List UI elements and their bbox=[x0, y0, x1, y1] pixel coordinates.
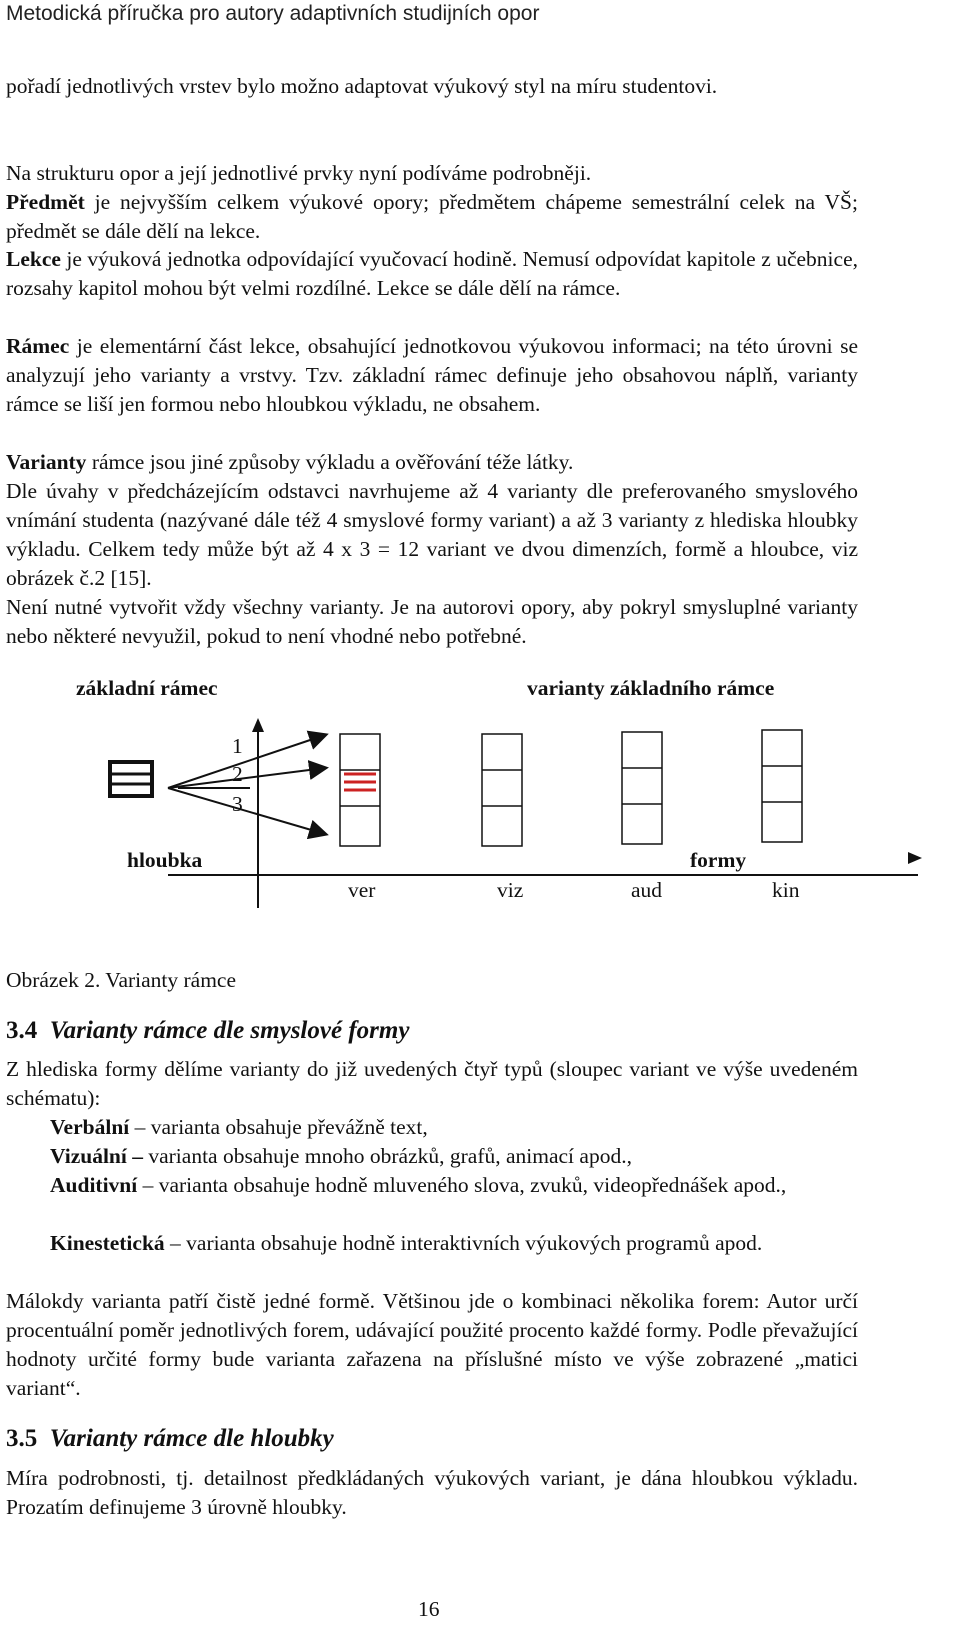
paragraph-subject bbox=[6, 188, 858, 246]
depth-arrow-2 bbox=[168, 768, 325, 788]
figure-caption: Obrázek 2. Varianty rámce bbox=[6, 968, 237, 992]
label-frame-variants: varianty základního rámce bbox=[527, 676, 775, 700]
variant-column-ver bbox=[340, 734, 380, 846]
frame-definition: je elementární část lekce, obsahující jednotkovou výukovou informaci; na této úrovni se analyzují jeho varianty a vrstvy. Tzv. základní rámec definuje jeho obsahovou náplň, varianty rámce se liší jen formou nebo hloubkou výkladu, ne obsahem. bbox=[6, 334, 858, 416]
paragraph-variant-count: Dle úvahy v předcházejícím odstavci navrhujeme až 4 varianty dle preferovaného smyslového vnímání studenta (nazývané dále též 4 smyslové formy variant) a až 3 varianty z hlediska hloubky výkladu. Celkem tedy může být až 4 x 3 = 12 variant ve dvou dimenzích, formě a hloubce, viz obrázek č.2 [15]. bbox=[6, 479, 858, 590]
section-number: 3.5 bbox=[6, 1425, 38, 1452]
form-description: – varianta obsahuje převážně text, bbox=[129, 1115, 428, 1139]
form-description: – varianta obsahuje hodně interaktivních výukových programů apod. bbox=[164, 1231, 763, 1255]
form-term: Auditivní bbox=[50, 1173, 138, 1197]
section-3-4-intro: Z hlediska formy dělíme varianty do již uvedených čtyř typů (sloupec variant ve výše uvedeném schématu): bbox=[6, 1057, 858, 1110]
paragraph-lesson bbox=[6, 245, 858, 303]
section-3-5-text: Míra podrobnosti, tj. detailnost předkládaných výukových variant, je dána hloubkou výkladu. Prozatím definujeme 3 úrovně hloubky. bbox=[6, 1466, 858, 1519]
depth-arrow-1 bbox=[168, 735, 325, 788]
depth-level-3: 3 bbox=[232, 792, 243, 816]
section-3-4-outro: Málokdy varianta patří čistě jedné formě. Většinou jde o kombinaci několika forem: Autor určí procentuální poměr jednotlivých forem, udávající použité procento každé formy. Podle převažující hodnoty určité formy bude varianta zařazena na příslušné místo ve výše zobrazené „matici variant“. bbox=[6, 1289, 858, 1400]
depth-arrow-3 bbox=[168, 788, 325, 834]
variant-column-aud bbox=[622, 732, 662, 844]
form-item-kinesthetic bbox=[50, 1229, 858, 1258]
variant-column-kin bbox=[762, 730, 802, 842]
depth-axis-arrowhead bbox=[252, 718, 264, 732]
form-label-aud: aud bbox=[631, 878, 663, 902]
form-item-auditive bbox=[50, 1171, 858, 1200]
section-heading-3-5 bbox=[6, 1425, 334, 1453]
forms-axis-arrowhead bbox=[908, 852, 922, 864]
axis-label-forms: formy bbox=[690, 848, 747, 872]
label-base-frame: základní rámec bbox=[76, 676, 218, 700]
section-number: 3.4 bbox=[6, 1017, 38, 1044]
running-header: Metodická příručka pro autory adaptivních studijních opor bbox=[6, 2, 540, 25]
paragraph-layer-order: pořadí jednotlivých vrstev bylo možno adaptovat výukový styl na míru studentovi. bbox=[6, 74, 718, 98]
variant-column-viz bbox=[482, 734, 522, 846]
paragraph-structure-intro: Na strukturu opor a její jednotlivé prvky nyní podíváme podrobněji. bbox=[6, 161, 592, 185]
form-term: Verbální bbox=[50, 1115, 130, 1139]
paragraph-frame bbox=[6, 332, 858, 419]
form-description: – varianta obsahuje hodně mluveného slova, zvuků, videopřednášek apod., bbox=[137, 1173, 787, 1197]
depth-level-2: 2 bbox=[232, 762, 243, 786]
depth-level-1: 1 bbox=[232, 734, 243, 758]
subject-definition: je nejvyšším celkem výukové opory; předmětem chápeme semestrální celek na VŠ; předmět se dále dělí na lekce. bbox=[6, 190, 858, 243]
section-title: Varianty rámce dle hloubky bbox=[49, 1425, 334, 1452]
page-number: 16 bbox=[418, 1597, 440, 1621]
form-term: Vizuální – bbox=[50, 1144, 143, 1168]
form-term: Kinestetická bbox=[50, 1231, 165, 1255]
axis-label-depth: hloubka bbox=[127, 848, 203, 872]
paragraph-variants bbox=[6, 448, 858, 477]
paragraph-not-all-variants: Není nutné vytvořit vždy všechny varianty. Je na autorovi opory, aby pokryl smysluplné varianty nebo některé nevyužil, pokud to není vhodné nebo potřebné. bbox=[6, 595, 858, 648]
variants-diagram bbox=[0, 676, 960, 940]
term-subject: Předmět bbox=[6, 190, 85, 214]
diagram-graphics bbox=[0, 690, 960, 920]
form-label-viz: viz bbox=[497, 878, 524, 902]
form-label-kin: kin bbox=[772, 878, 800, 902]
form-item-visual bbox=[50, 1142, 858, 1171]
section-title: Varianty rámce dle smyslové formy bbox=[49, 1017, 410, 1044]
term-frame: Rámec bbox=[6, 334, 70, 358]
term-variants: Varianty bbox=[6, 450, 87, 474]
form-label-ver: ver bbox=[348, 878, 376, 902]
section-heading-3-4 bbox=[6, 1017, 409, 1045]
term-lesson: Lekce bbox=[6, 247, 61, 271]
base-frame-icon bbox=[110, 762, 152, 796]
variants-definition: rámce jsou jiné způsoby výkladu a ověřování téže látky. bbox=[86, 450, 574, 474]
form-item-verbal bbox=[50, 1113, 858, 1142]
lesson-definition: je výuková jednotka odpovídající vyučovací hodině. Nemusí odpovídat kapitole z učebnice, rozsahy kapitol mohou být velmi rozdílné. Lekce se dále dělí na rámce. bbox=[6, 247, 858, 300]
form-description: varianta obsahuje mnoho obrázků, grafů, animací apod., bbox=[142, 1144, 632, 1168]
